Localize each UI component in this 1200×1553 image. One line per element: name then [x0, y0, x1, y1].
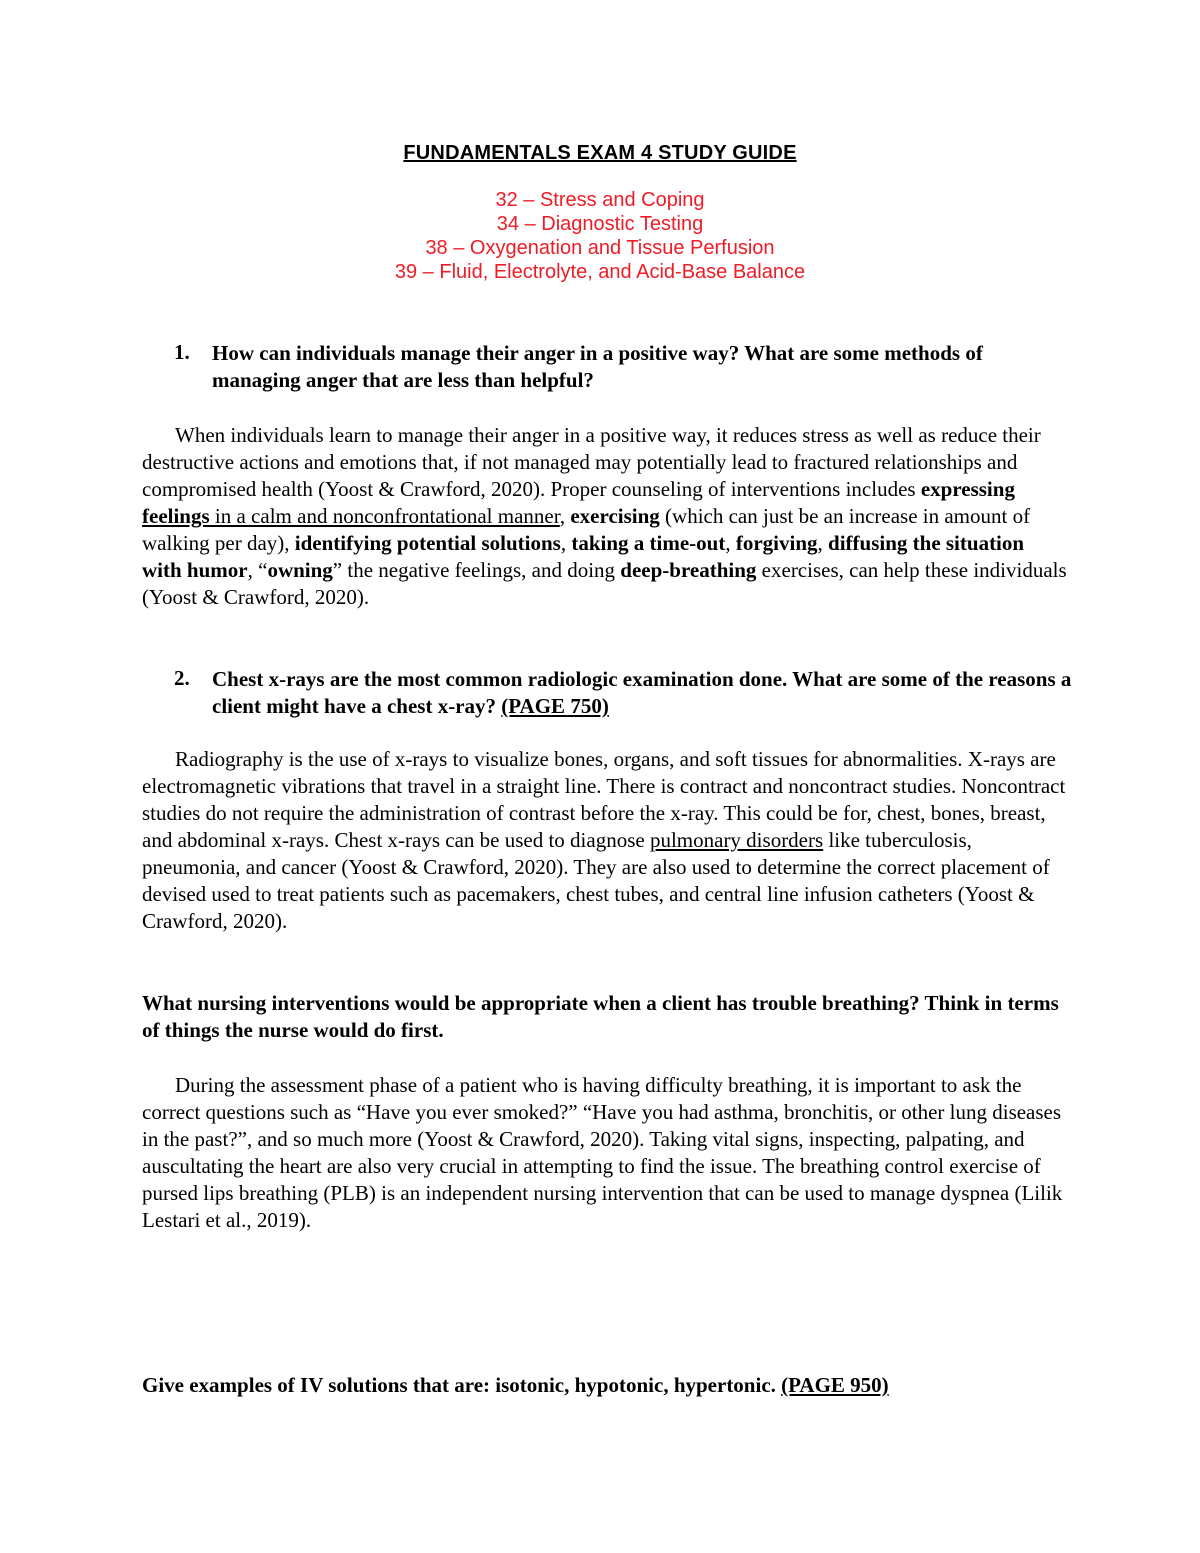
- answer-text: During the assessment phase of a patient who is having difficulty breathing, it is important to ask the correct questions such as “Have you ever smoked?” “Have you had asthma, bronchitis, or other lung diseases in the past?”, and so much more (Yoost & Crawford, 2020). Taking vital signs, inspecting, palpating, and auscultating the heart are also very crucial in attempting to find the issue. The breathing control exercise of pursed lips breathing (PLB) is an independent nursing intervention that can be used to manage dyspnea (Lilik Lestari et al., 2019).: [142, 1073, 1063, 1232]
- question-text: Chest x-rays are the most common radiologic examination done. What are some of the reasons a client might have a chest x-ray?: [212, 667, 1072, 718]
- emphasis-text: expressing: [920, 477, 1015, 501]
- emphasis-text: deep-breathing: [620, 558, 757, 582]
- question-2-number: 2.: [174, 666, 190, 690]
- answer-text: When individuals learn to manage their anger in a positive way, it reduces stress as well as reduce their destructive actions and emotions that, if not managed may potentially lead to fractured relationships and compromised health (Yoost & Crawford, 2020). Proper counseling of interventions includes: [142, 423, 1041, 501]
- page-reference: (PAGE 750): [501, 694, 609, 718]
- chapter-item: 34 – Diagnostic Testing: [496, 213, 704, 235]
- answer-text: like tuberculosis, pneumonia, and cancer (Yoost & Crawford, 2020). They are also used to determine the correct placement of devised used to treat patients such as pacemakers, chest tubes, and central line infusion catheters (Yoost & Crawford, 2020).: [142, 828, 1050, 933]
- underlined-text: in a calm and nonconfrontational manner: [209, 504, 560, 528]
- answer-text: , “: [247, 558, 268, 582]
- answer-text: ,: [560, 531, 572, 555]
- answer-text: ” the negative feelings, and doing: [332, 558, 621, 582]
- page-title: FUNDAMENTALS EXAM 4 STUDY GUIDE: [403, 142, 797, 164]
- question-text: Give examples of IV solutions that are: isotonic, hypotonic, hypertonic.: [142, 1373, 782, 1397]
- emphasis-text: identifying potential solutions: [294, 531, 561, 555]
- underlined-text: pulmonary disorders: [649, 828, 824, 852]
- answer-1: [142, 422, 1067, 611]
- question-4-text: [142, 1372, 1072, 1399]
- question-1-text: How can individuals manage their anger in a positive way? What are some methods of managing anger that are less than helpful?: [212, 341, 983, 392]
- question-1-number: 1.: [174, 340, 190, 364]
- answer-text: ,: [817, 531, 829, 555]
- answer-text: exercises, can help these individuals (Yoost & Crawford, 2020).: [142, 558, 1067, 609]
- chapter-item: 38 – Oxygenation and Tissue Perfusion: [425, 237, 775, 259]
- chapter-item: 39 – Fluid, Electrolyte, and Acid-Base Balance: [394, 261, 806, 283]
- answer-2: [142, 746, 1067, 935]
- emphasis-text: taking a time-out: [571, 531, 726, 555]
- answer-text: (which can just be an increase in amount of walking per day),: [142, 504, 1031, 555]
- chapter-item: 32 – Stress and Coping: [495, 189, 705, 211]
- answer-3: [142, 1072, 1067, 1234]
- emphasis-text: exercising: [570, 504, 660, 528]
- answer-text: ,: [725, 531, 736, 555]
- question-2-text: [212, 666, 1072, 720]
- emphasis-text: forgiving: [735, 531, 818, 555]
- emphasis-text: feelings: [142, 504, 210, 528]
- answer-text: ,: [559, 504, 571, 528]
- emphasis-text: owning: [267, 558, 333, 582]
- page-reference: (PAGE 950): [781, 1373, 889, 1397]
- question-3-text: What nursing interventions would be appropriate when a client has trouble breathing? Think in terms of things the nurse would do first.: [142, 991, 1059, 1042]
- chapter-list: [0, 188, 1200, 284]
- emphasis-text: diffusing the situation with humor: [142, 531, 1025, 582]
- answer-text: Radiography is the use of x-rays to visualize bones, organs, and soft tissues for abnormalities. X-rays are electromagnetic vibrations that travel in a straight line. There is contract and noncontract studies. Noncontract studies do not require the administration of contrast before the x-ray. This could be for, chest, bones, breast, and abdominal x-rays. Chest x-rays can be used to diagnose: [142, 747, 1066, 852]
